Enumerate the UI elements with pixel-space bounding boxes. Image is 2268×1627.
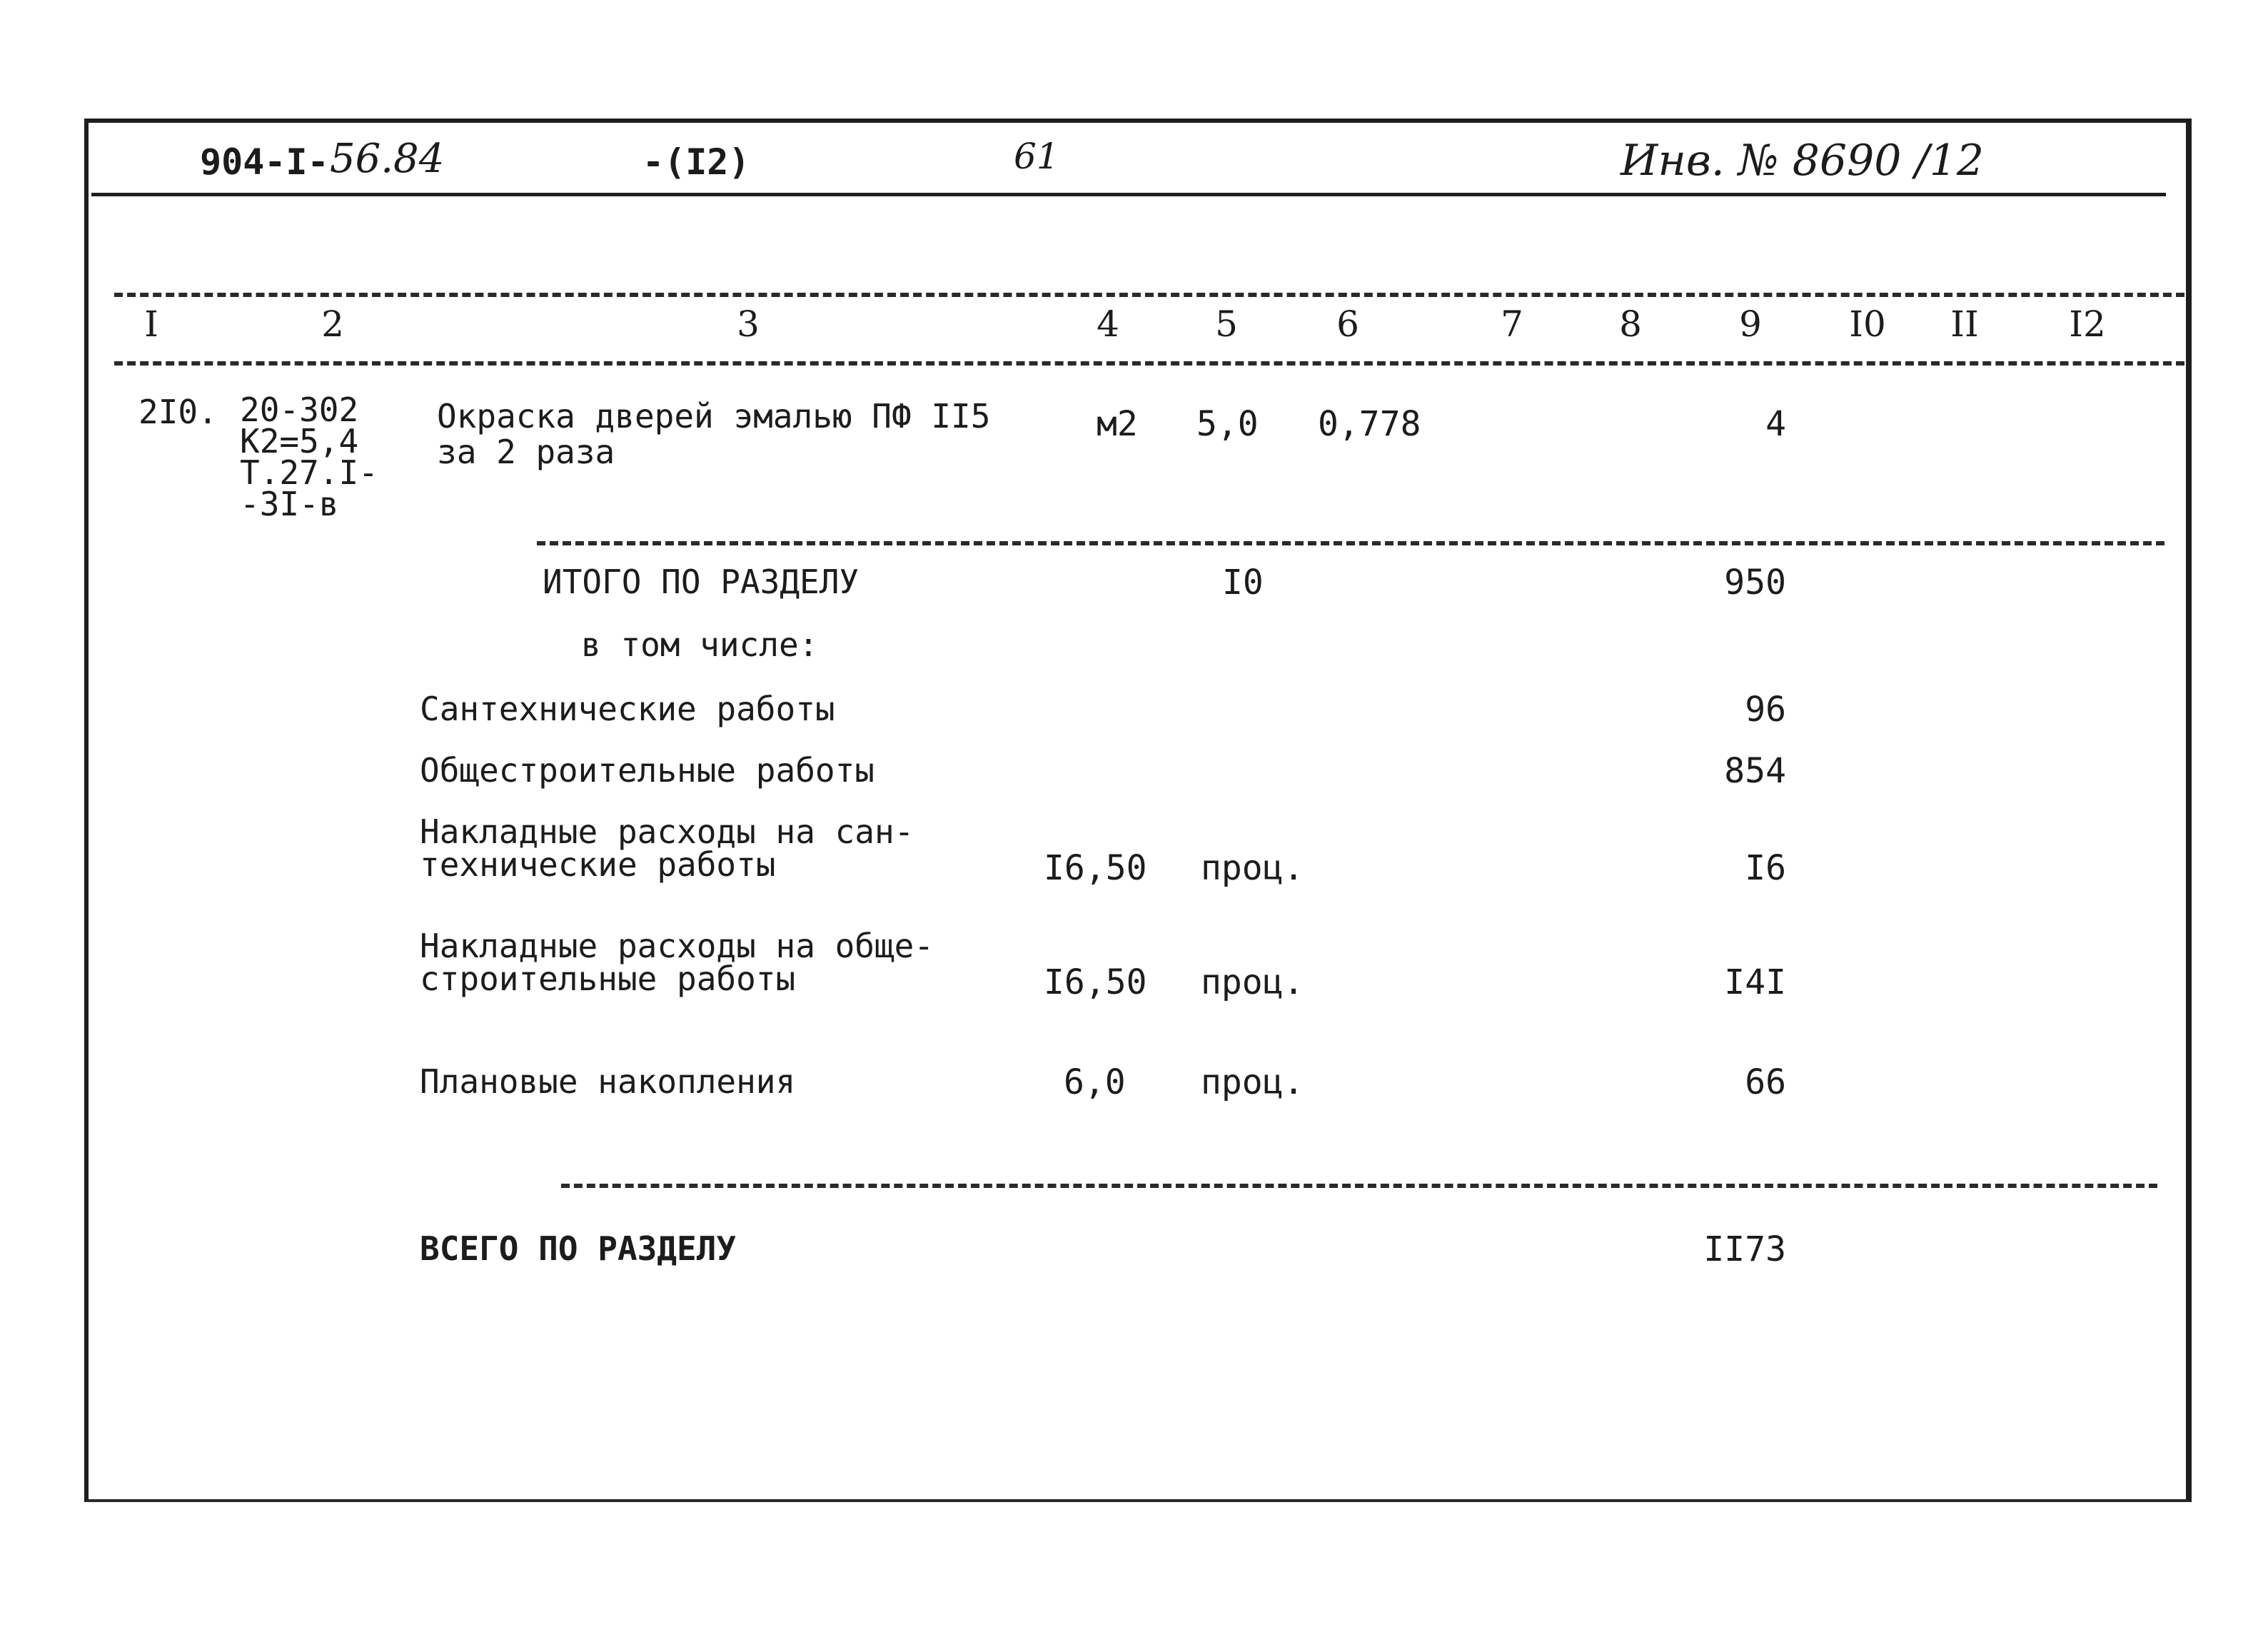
breakdown-rate: I6,50	[1044, 848, 1147, 888]
breakdown-rate-unit: проц.	[1201, 1062, 1304, 1102]
item-code-line: 20-302	[240, 391, 359, 429]
item-description-line: за 2 раза	[437, 433, 615, 471]
breakdown-label-line: Накладные расходы на обще-	[420, 927, 934, 965]
breakdown-total: 66	[1745, 1062, 1786, 1102]
breakdown-label-line: Накладные расходы на сан-	[420, 812, 914, 851]
breakdown-label: Плановые накопления	[420, 1062, 796, 1101]
page-number-handwritten: 61	[1014, 136, 1059, 177]
item-quantity: 5,0	[1196, 404, 1259, 444]
breakdown-rate-unit: проц.	[1201, 848, 1304, 888]
breakdown-label	[420, 927, 934, 998]
item-code	[240, 391, 378, 523]
document-code-handwritten: 56.84	[330, 136, 445, 182]
column-number: I	[144, 303, 158, 345]
column-number: 8	[1619, 303, 1642, 345]
inventory-number-handwritten: Инв. № 8690 /12	[1621, 136, 1985, 186]
column-number: 3	[737, 303, 760, 345]
subtotal-total: 950	[1724, 563, 1786, 603]
breakdown-rate: I6,50	[1044, 962, 1147, 1002]
column-header-top-rule	[114, 293, 2184, 297]
item-unit-price: 0,778	[1318, 404, 1421, 444]
column-number: II	[1950, 303, 1979, 345]
column-header-bottom-rule	[114, 361, 2184, 366]
column-number: 4	[1097, 303, 1119, 345]
subtotal-label: ИТОГО ПО РАЗДЕЛУ	[543, 563, 860, 601]
column-number: 7	[1501, 303, 1523, 345]
item-code-line: Т.27.I-	[240, 453, 378, 492]
item-total: 4	[1765, 404, 1786, 444]
item-description	[437, 398, 990, 470]
document-code: 904-I-	[200, 141, 329, 183]
breakdown-rate-unit: проц.	[1201, 962, 1304, 1002]
breakdown-label-line: строительные работы	[420, 959, 796, 998]
column-number: 6	[1336, 303, 1359, 345]
subtotal-rule	[537, 541, 2164, 545]
breakdown-rate: 6,0	[1064, 1062, 1126, 1102]
column-number: I2	[2069, 303, 2106, 345]
grand-total-value: II73	[1703, 1229, 1786, 1269]
item-unit: м2	[1097, 404, 1138, 444]
breakdown-total: I6	[1745, 848, 1786, 888]
breakdown-label: Сантехнические работы	[420, 690, 835, 728]
breakdown-total: I4I	[1724, 962, 1786, 1002]
breakdown-label: Общестроительные работы	[420, 751, 875, 790]
breakdown-label	[420, 812, 914, 884]
column-number: 9	[1739, 303, 1762, 345]
column-number: 2	[321, 303, 344, 345]
column-number: I0	[1849, 303, 1886, 345]
including-label: в том числе:	[581, 625, 819, 664]
item-number: 2I0.	[138, 393, 218, 431]
breakdown-total: 854	[1724, 751, 1786, 791]
item-code-line: К2=5,4	[240, 422, 359, 460]
item-code-line: -3I-в	[240, 485, 339, 523]
header-rule	[91, 193, 2166, 196]
item-description-line: Окраска дверей эмалью ПФ II5	[437, 397, 991, 435]
breakdown-total: 96	[1745, 690, 1786, 730]
column-number: 5	[1215, 303, 1238, 345]
subtotal-col5: I0	[1222, 563, 1264, 603]
sheet-reference: -(I2)	[642, 141, 750, 183]
breakdown-label-line: технические работы	[420, 845, 776, 884]
grand-total-rule	[561, 1184, 2157, 1188]
grand-total-label: ВСЕГО ПО РАЗДЕЛУ	[420, 1229, 737, 1268]
